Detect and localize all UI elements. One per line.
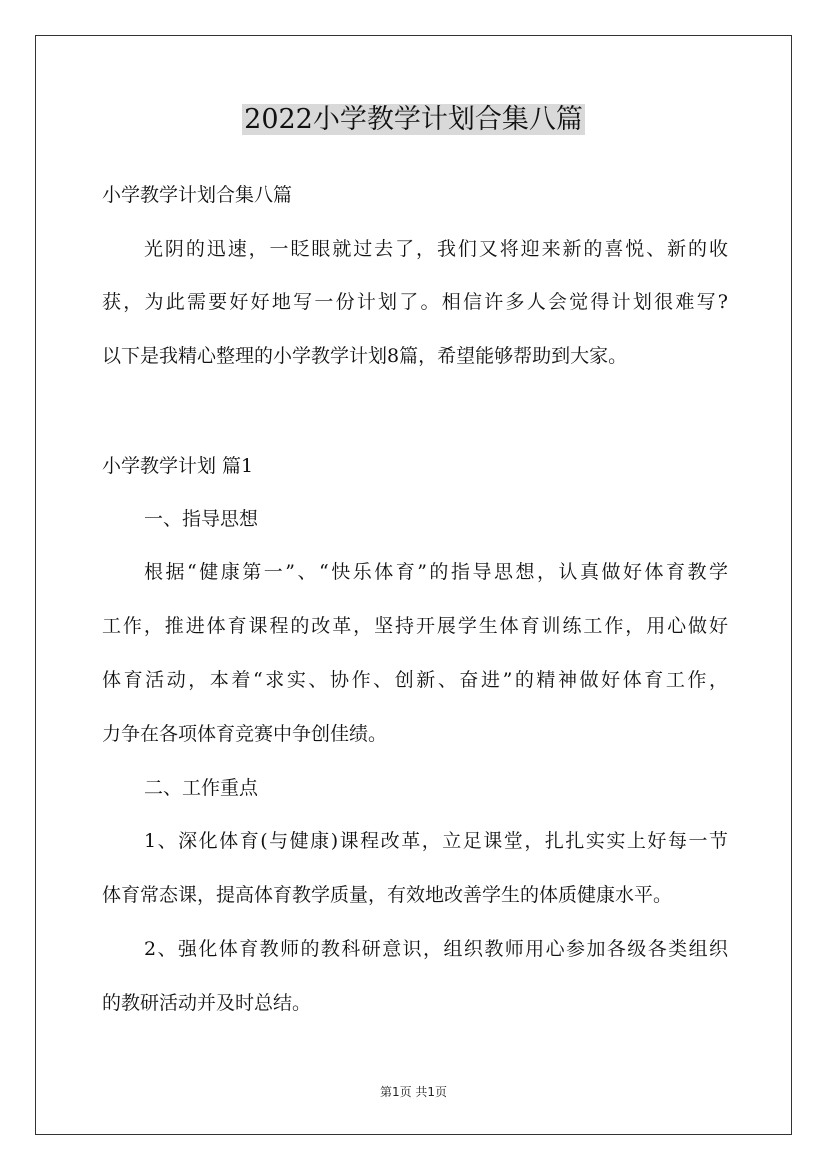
- section-heading: 小学教学计划 篇1: [102, 455, 254, 477]
- item-two-line-2: 的教研活动并及时总结。: [102, 992, 312, 1014]
- part-one-line-4: 力争在各项体育竞赛中争创佳绩。: [102, 723, 388, 745]
- page-footer: 第1页 共1页: [379, 1085, 448, 1099]
- intro-line-2: 获，为此需要好好地写一份计划了。相信许多人会觉得计划很难写?: [102, 291, 728, 313]
- item-one-line-2: 体育常态课，提高体育教学质量，有效地改善学生的体质健康水平。: [102, 884, 673, 906]
- part-one-line-3: 体育活动，本着“求实、协作、创新、奋进”的精神做好体育工作，: [102, 669, 728, 691]
- document-title-text: 2022小学教学计划合集八篇: [244, 104, 583, 135]
- intro-line-1: 光阴的迅速，一眨眼就过去了，我们又将迎来新的喜悦、新的收: [144, 238, 728, 260]
- item-one-line-1: 1、深化体育(与健康)课程改革，立足课堂，扎扎实实上好每一节: [144, 830, 728, 852]
- document-title: [0, 98, 827, 142]
- part-one-line-1: 根据“健康第一”、“快乐体育”的指导思想，认真做好体育教学: [144, 561, 728, 583]
- document-subtitle: 小学教学计划合集八篇: [102, 184, 293, 206]
- part-two-heading: 二、工作重点: [144, 777, 259, 799]
- item-two-line-1: 2、强化体育教师的教科研意识，组织教师用心参加各级各类组织: [144, 938, 728, 960]
- part-one-heading: 一、指导思想: [144, 508, 259, 530]
- part-one-line-2: 工作，推进体育课程的改革，坚持开展学生体育训练工作，用心做好: [102, 615, 728, 637]
- intro-line-3: 以下是我精心整理的小学教学计划8篇，希望能够帮助到大家。: [102, 345, 628, 367]
